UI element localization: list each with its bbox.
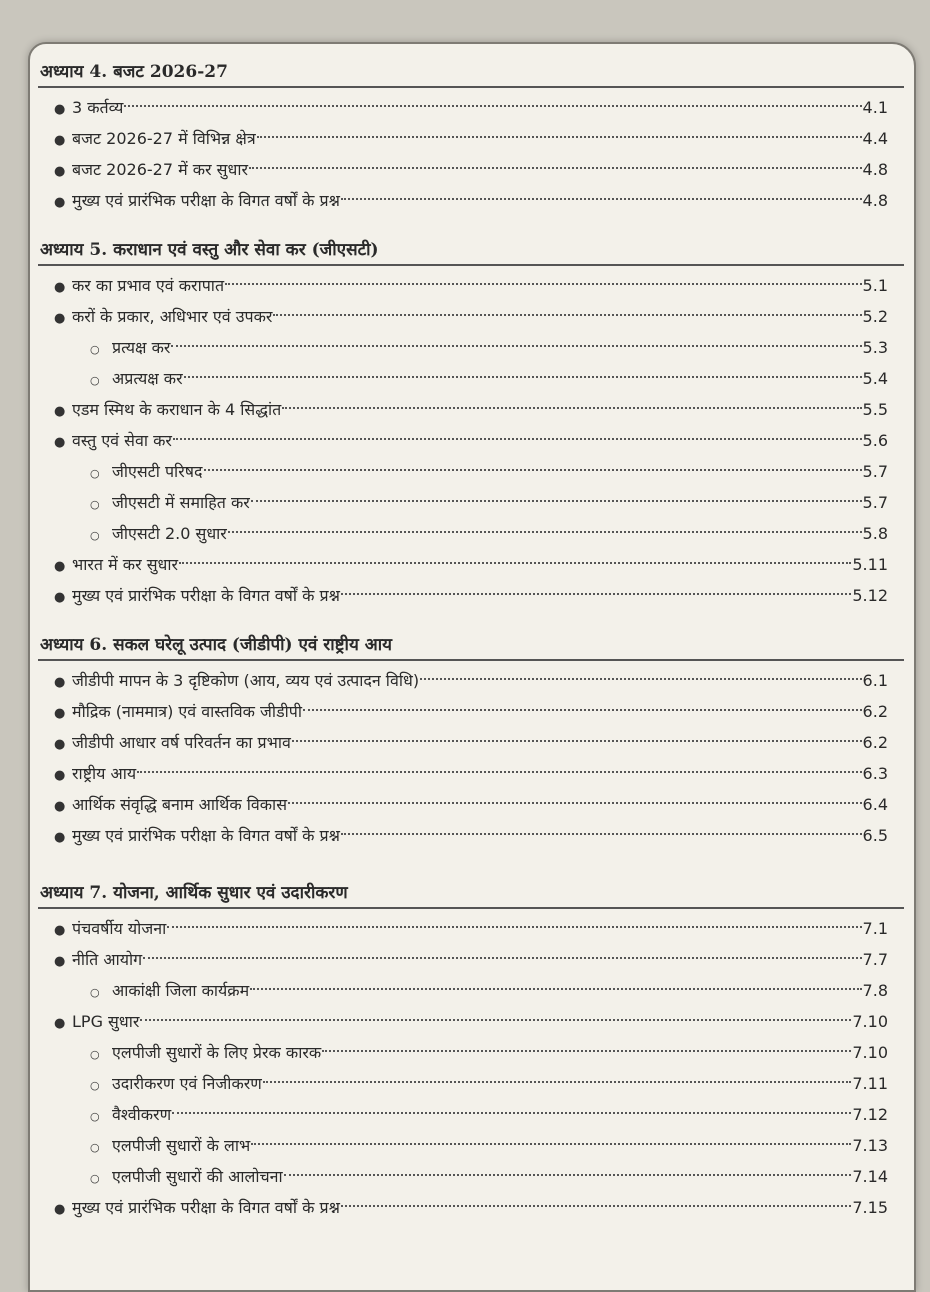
toc-entry-label: 3 कर्तव्य	[72, 98, 124, 117]
toc-entry-label: बजट 2026-27 में कर सुधार	[72, 160, 249, 179]
toc-entry[interactable]	[38, 270, 904, 301]
toc-entry-page-number: 5.12	[852, 586, 888, 605]
dot-leader	[173, 438, 862, 440]
hollow-bullet-icon: ○	[90, 343, 100, 356]
dot-leader	[263, 1081, 852, 1083]
bullet-icon: ●	[54, 706, 66, 721]
hollow-bullet-icon: ○	[90, 1079, 100, 1092]
toc-entry-page-number: 5.3	[862, 338, 888, 357]
toc-entry[interactable]	[38, 1192, 904, 1223]
toc-entry-page-number: 7.8	[862, 981, 888, 1000]
toc-entry-page-number: 4.8	[862, 160, 888, 179]
chapter-section	[38, 631, 904, 851]
bullet-icon: ●	[54, 435, 66, 450]
toc-entry-label: एलपीजी सुधारों के लिए प्रेरक कारक	[112, 1043, 322, 1062]
toc-entry-label: मुख्य एवं प्रारंभिक परीक्षा के विगत वर्षों के प्रश्न	[72, 1198, 340, 1217]
toc-entry[interactable]	[38, 363, 904, 394]
toc-entry-label: भारत में कर सुधार	[72, 555, 179, 574]
hollow-bullet-icon: ○	[90, 374, 100, 387]
toc-entry-label: बजट 2026-27 में विभिन्न क्षेत्र	[72, 129, 256, 148]
toc-entry[interactable]	[38, 487, 904, 518]
bullet-icon: ●	[54, 164, 66, 179]
toc-entry-page-number: 5.5	[862, 400, 888, 419]
chapter-title: अध्याय 5. कराधान एवं वस्तु और सेवा कर (जीएसटी)	[38, 236, 904, 266]
chapter-section	[38, 236, 904, 611]
toc-entry-page-number: 4.8	[862, 191, 888, 210]
toc-entry[interactable]	[38, 820, 904, 851]
toc-entry[interactable]	[38, 913, 904, 944]
toc-entry-label: मुख्य एवं प्रारंभिक परीक्षा के विगत वर्षों के प्रश्न	[72, 191, 340, 210]
toc-entry-page-number: 7.15	[852, 1198, 888, 1217]
toc-entry[interactable]	[38, 758, 904, 789]
chapter-title: अध्याय 4. बजट 2026-27	[38, 58, 904, 88]
dot-leader	[167, 926, 861, 928]
toc-entry-page-number: 6.4	[862, 795, 888, 814]
dot-leader	[341, 198, 862, 200]
toc-entry-page-number: 6.2	[862, 702, 888, 721]
toc-entry-label: करों के प्रकार, अधिभार एवं उपकर	[72, 307, 273, 326]
toc-entry-label: वस्तु एवं सेवा कर	[72, 431, 172, 450]
hollow-bullet-icon: ○	[90, 1172, 100, 1185]
hollow-bullet-icon: ○	[90, 498, 100, 511]
dot-leader	[143, 957, 861, 959]
toc-entry[interactable]	[38, 1130, 904, 1161]
toc-entry-label: मुख्य एवं प्रारंभिक परीक्षा के विगत वर्षों के प्रश्न	[72, 586, 340, 605]
toc-entry[interactable]	[38, 123, 904, 154]
toc-entry-label: जीएसटी में समाहित कर	[112, 493, 250, 512]
bullet-icon: ●	[54, 590, 66, 605]
dot-leader	[251, 1143, 851, 1145]
hollow-bullet-icon: ○	[90, 529, 100, 542]
toc-entry-page-number: 6.3	[862, 764, 888, 783]
table-of-contents	[38, 58, 904, 1223]
toc-entry[interactable]	[38, 1099, 904, 1130]
bullet-icon: ●	[54, 830, 66, 845]
toc-entry-page-number: 7.1	[862, 919, 888, 938]
toc-entry[interactable]	[38, 425, 904, 456]
toc-entry-page-number: 5.7	[862, 462, 888, 481]
toc-entry[interactable]	[38, 789, 904, 820]
dot-leader	[250, 988, 861, 990]
dot-leader	[124, 105, 861, 107]
toc-entry[interactable]	[38, 332, 904, 363]
bullet-icon: ●	[54, 280, 66, 295]
dot-leader	[303, 709, 862, 711]
toc-entry-label: आकांक्षी जिला कार्यक्रम	[112, 981, 250, 1000]
bullet-icon: ●	[54, 311, 66, 326]
toc-entry[interactable]	[38, 1037, 904, 1068]
dot-leader	[341, 833, 862, 835]
toc-entry[interactable]	[38, 696, 904, 727]
toc-entry-page-number: 7.11	[852, 1074, 888, 1093]
toc-entry-label: एलपीजी सुधारों की आलोचना	[112, 1167, 283, 1186]
dot-leader	[257, 136, 862, 138]
chapter-spacer	[38, 216, 904, 236]
dot-leader	[273, 314, 861, 316]
dot-leader	[249, 167, 862, 169]
toc-entry-page-number: 7.10	[852, 1012, 888, 1031]
toc-entry[interactable]	[38, 154, 904, 185]
toc-entry-page-number: 5.6	[862, 431, 888, 450]
toc-entry-label: एलपीजी सुधारों के लाभ	[112, 1136, 251, 1155]
hollow-bullet-icon: ○	[90, 986, 100, 999]
bullet-icon: ●	[54, 195, 66, 210]
chapter-title: अध्याय 6. सकल घरेलू उत्पाद (जीडीपी) एवं राष्ट्रीय आय	[38, 631, 904, 661]
dot-leader	[251, 500, 862, 502]
bullet-icon: ●	[54, 675, 66, 690]
toc-entry[interactable]	[38, 456, 904, 487]
toc-entry-page-number: 6.5	[862, 826, 888, 845]
toc-entry-page-number: 4.1	[862, 98, 888, 117]
bullet-icon: ●	[54, 923, 66, 938]
toc-entry[interactable]	[38, 580, 904, 611]
toc-entry[interactable]	[38, 1006, 904, 1037]
chapter-section	[38, 879, 904, 1223]
toc-entry-label: उदारीकरण एवं निजीकरण	[112, 1074, 262, 1093]
bullet-icon: ●	[54, 737, 66, 752]
dot-leader	[204, 469, 862, 471]
toc-entry-label: जीएसटी 2.0 सुधार	[112, 524, 227, 543]
toc-entry-page-number: 5.7	[862, 493, 888, 512]
hollow-bullet-icon: ○	[90, 1110, 100, 1123]
dot-leader	[292, 740, 862, 742]
dot-leader	[228, 531, 862, 533]
bullet-icon: ●	[54, 133, 66, 148]
chapter-title: अध्याय 7. योजना, आर्थिक सुधार एवं उदारीकरण	[38, 879, 904, 909]
toc-entry-label: कर का प्रभाव एवं करापात	[72, 276, 225, 295]
toc-entry-label: मौद्रिक (नाममात्र) एवं वास्तविक जीडीपी	[72, 702, 303, 721]
toc-entry-page-number: 5.11	[852, 555, 888, 574]
chapter-spacer	[38, 851, 904, 879]
dot-leader	[171, 345, 861, 347]
toc-entry-page-number: 7.10	[852, 1043, 888, 1062]
dot-leader	[140, 1019, 851, 1021]
hollow-bullet-icon: ○	[90, 1048, 100, 1061]
toc-entry-label: अप्रत्यक्ष कर	[112, 369, 183, 388]
toc-entry-label: मुख्य एवं प्रारंभिक परीक्षा के विगत वर्षों के प्रश्न	[72, 826, 340, 845]
dot-leader	[137, 771, 861, 773]
dot-leader	[341, 1205, 851, 1207]
dot-leader	[322, 1050, 851, 1052]
bullet-icon: ●	[54, 954, 66, 969]
toc-entry-page-number: 5.4	[862, 369, 888, 388]
toc-entry-page-number: 6.1	[862, 671, 888, 690]
toc-entry-label: वैश्वीकरण	[112, 1105, 172, 1124]
toc-entry-label: आर्थिक संवृद्धि बनाम आर्थिक विकास	[72, 795, 288, 814]
toc-entry[interactable]	[38, 92, 904, 123]
dot-leader	[225, 283, 861, 285]
toc-entry[interactable]	[38, 549, 904, 580]
hollow-bullet-icon: ○	[90, 1141, 100, 1154]
toc-entry[interactable]	[38, 301, 904, 332]
toc-entry-page-number: 7.14	[852, 1167, 888, 1186]
hollow-bullet-icon: ○	[90, 467, 100, 480]
book-page	[28, 42, 916, 1292]
toc-entry[interactable]	[38, 727, 904, 758]
toc-entry-label: जीडीपी मापन के 3 दृष्टिकोण (आय, व्यय एवं उत्पादन विधि)	[72, 671, 420, 690]
toc-entry[interactable]	[38, 518, 904, 549]
toc-entry-label: जीडीपी आधार वर्ष परिवर्तन का प्रभाव	[72, 733, 291, 752]
toc-entry[interactable]	[38, 665, 904, 696]
dot-leader	[172, 1112, 851, 1114]
toc-entry[interactable]	[38, 185, 904, 216]
toc-entry-label: राष्ट्रीय आय	[72, 764, 137, 783]
toc-entry-label: प्रत्यक्ष कर	[112, 338, 171, 357]
toc-entry-label: जीएसटी परिषद	[112, 462, 203, 481]
chapter-spacer	[38, 611, 904, 631]
dot-leader	[184, 376, 862, 378]
dot-leader	[284, 1174, 852, 1176]
toc-entry-page-number: 7.12	[852, 1105, 888, 1124]
chapter-section	[38, 58, 904, 216]
toc-entry[interactable]	[38, 975, 904, 1006]
bullet-icon: ●	[54, 1016, 66, 1031]
toc-entry[interactable]	[38, 1161, 904, 1192]
dot-leader	[341, 593, 851, 595]
bullet-icon: ●	[54, 1202, 66, 1217]
toc-entry-page-number: 7.13	[852, 1136, 888, 1155]
toc-entry-page-number: 6.2	[862, 733, 888, 752]
dot-leader	[179, 562, 851, 564]
toc-entry-label: नीति आयोग	[72, 950, 143, 969]
toc-entry[interactable]	[38, 1068, 904, 1099]
bullet-icon: ●	[54, 799, 66, 814]
toc-entry-page-number: 5.2	[862, 307, 888, 326]
bullet-icon: ●	[54, 768, 66, 783]
toc-entry-label: पंचवर्षीय योजना	[72, 919, 167, 938]
toc-entry-page-number: 7.7	[862, 950, 888, 969]
dot-leader	[288, 802, 862, 804]
toc-entry-label: LPG सुधार	[72, 1012, 140, 1031]
bullet-icon: ●	[54, 404, 66, 419]
toc-entry-page-number: 4.4	[862, 129, 888, 148]
toc-entry-page-number: 5.1	[862, 276, 888, 295]
toc-entry-label: एडम स्मिथ के कराधान के 4 सिद्धांत	[72, 400, 282, 419]
bullet-icon: ●	[54, 559, 66, 574]
toc-entry[interactable]	[38, 394, 904, 425]
bullet-icon: ●	[54, 102, 66, 117]
toc-entry[interactable]	[38, 944, 904, 975]
dot-leader	[282, 407, 861, 409]
dot-leader	[420, 678, 861, 680]
toc-entry-page-number: 5.8	[862, 524, 888, 543]
